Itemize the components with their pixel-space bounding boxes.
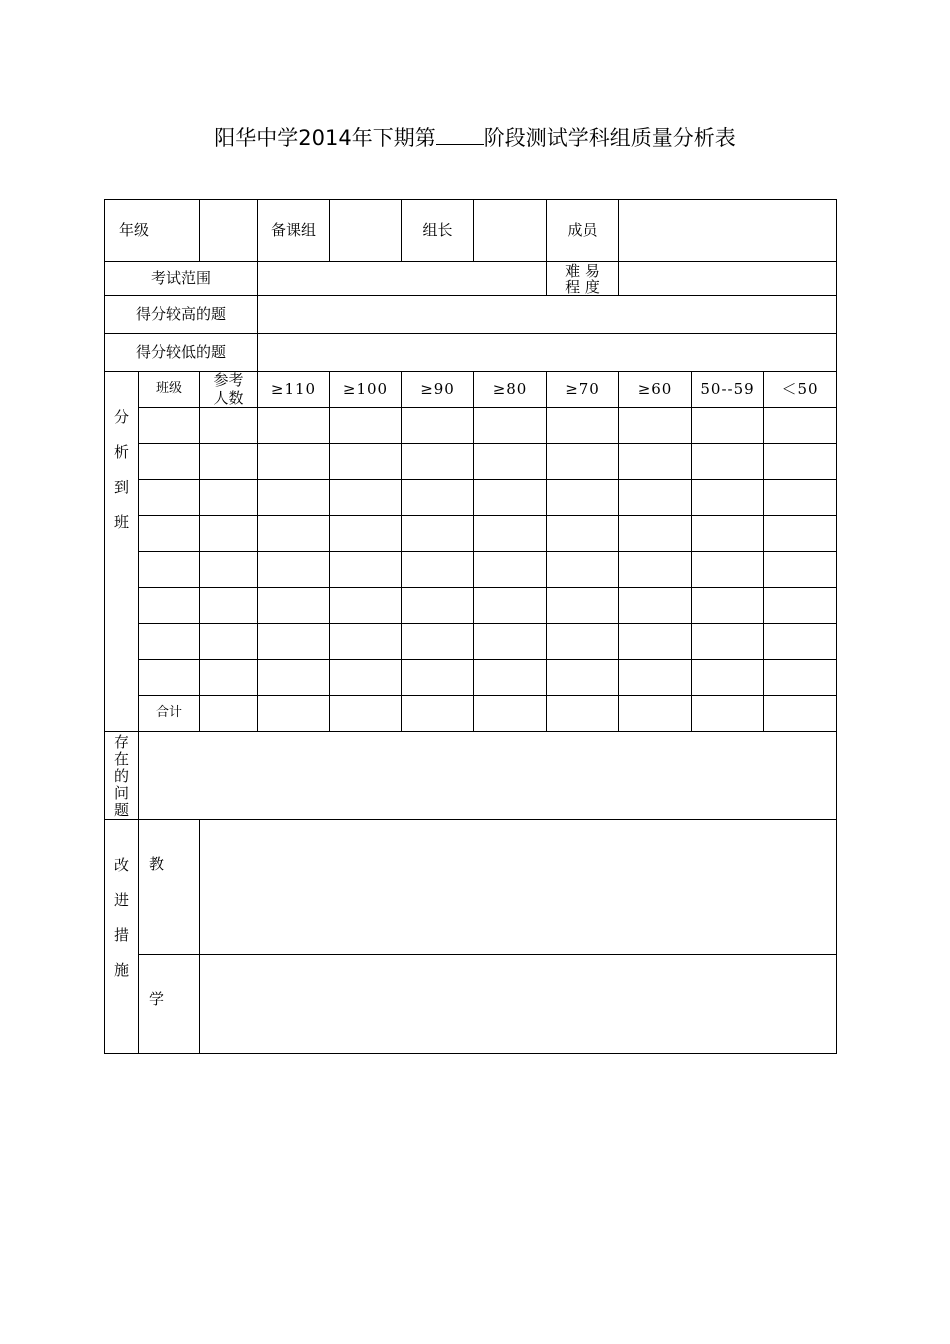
count-cell[interactable]	[474, 660, 547, 696]
learn-label: 学	[149, 990, 165, 1009]
difficulty-label-line1: 难 易	[565, 261, 600, 280]
high-score-row	[105, 296, 837, 334]
high-score-field[interactable]	[258, 296, 837, 334]
total-label: 合计	[139, 696, 200, 732]
count-cell[interactable]	[764, 480, 837, 516]
count-cell[interactable]	[547, 408, 619, 444]
count-cell[interactable]	[474, 444, 547, 480]
count-cell[interactable]	[474, 624, 547, 660]
count-cell[interactable]	[402, 444, 474, 480]
participants-line1: 参考	[213, 371, 244, 390]
count-cell[interactable]	[330, 624, 402, 660]
title-blank[interactable]	[436, 130, 484, 145]
count-cell[interactable]	[547, 480, 619, 516]
range-header-70: ≥70	[547, 372, 619, 408]
title-suffix: 阶段测试学科组质量分析表	[483, 126, 736, 150]
analysis-form-table	[104, 199, 837, 1054]
count-cell[interactable]	[619, 408, 692, 444]
grade-label: 年级	[105, 200, 200, 262]
low-score-row	[105, 334, 837, 372]
problems-row	[105, 732, 837, 820]
count-cell[interactable]	[474, 408, 547, 444]
total-row	[105, 696, 837, 732]
count-cell[interactable]	[764, 408, 837, 444]
count-cell[interactable]	[474, 552, 547, 588]
class-cell[interactable]	[139, 408, 200, 444]
count-cell[interactable]	[764, 516, 837, 552]
class-cell[interactable]	[139, 480, 200, 516]
count-cell[interactable]	[692, 660, 764, 696]
total-count-cell[interactable]	[258, 696, 330, 732]
count-cell[interactable]	[330, 480, 402, 516]
class-cell[interactable]	[139, 552, 200, 588]
grade-field[interactable]	[200, 200, 258, 262]
exam-scope-label: 考试范围	[105, 262, 258, 296]
class-row	[105, 480, 837, 516]
total-count-cell[interactable]	[402, 696, 474, 732]
class-row	[105, 660, 837, 696]
range-header-60: ≥60	[619, 372, 692, 408]
range-header-80: ≥80	[474, 372, 547, 408]
improvement-side-label	[105, 820, 139, 1054]
count-cell[interactable]	[619, 444, 692, 480]
class-row	[105, 624, 837, 660]
problems-field[interactable]	[139, 732, 837, 820]
high-score-label: 得分较高的题	[105, 296, 258, 334]
count-cell[interactable]	[402, 660, 474, 696]
count-cell[interactable]	[764, 444, 837, 480]
total-count-cell[interactable]	[474, 696, 547, 732]
title-prefix: 阳华中学2014年下期第	[214, 126, 436, 150]
count-cell[interactable]	[619, 588, 692, 624]
count-cell[interactable]	[330, 588, 402, 624]
exam-scope-field[interactable]	[258, 262, 547, 296]
count-cell[interactable]	[547, 588, 619, 624]
group-field[interactable]	[330, 200, 402, 262]
total-participants-cell[interactable]	[200, 696, 258, 732]
participants-cell[interactable]	[200, 480, 258, 516]
group-label: 备课组	[258, 200, 330, 262]
exam-scope-row	[105, 262, 837, 296]
count-cell[interactable]	[619, 480, 692, 516]
total-count-cell[interactable]	[330, 696, 402, 732]
range-header-100: ≥100	[330, 372, 402, 408]
count-cell[interactable]	[258, 588, 330, 624]
class-cell[interactable]	[139, 516, 200, 552]
learn-measures-field[interactable]	[200, 955, 837, 1054]
problems-label-text: 存在的问题	[113, 733, 129, 819]
members-label: 成员	[547, 200, 619, 262]
class-row	[105, 444, 837, 480]
class-cell[interactable]	[139, 444, 200, 480]
class-row	[105, 516, 837, 552]
count-cell[interactable]	[258, 444, 330, 480]
count-cell[interactable]	[258, 660, 330, 696]
participants-column-header	[200, 372, 258, 408]
total-count-cell[interactable]	[547, 696, 619, 732]
range-header-110: ≥110	[258, 372, 330, 408]
count-cell[interactable]	[330, 516, 402, 552]
total-count-cell[interactable]	[764, 696, 837, 732]
participants-cell[interactable]	[200, 588, 258, 624]
leader-field[interactable]	[474, 200, 547, 262]
improvement-learn-row	[105, 955, 837, 1054]
participants-cell[interactable]	[200, 624, 258, 660]
class-column-header: 班级	[139, 372, 200, 408]
count-cell[interactable]	[402, 624, 474, 660]
participants-cell[interactable]	[200, 444, 258, 480]
analysis-header-row	[105, 372, 837, 408]
count-cell[interactable]	[692, 516, 764, 552]
count-cell[interactable]	[692, 552, 764, 588]
total-count-cell[interactable]	[692, 696, 764, 732]
count-cell[interactable]	[402, 588, 474, 624]
class-cell[interactable]	[139, 624, 200, 660]
teach-measures-field[interactable]	[200, 820, 837, 955]
count-cell[interactable]	[764, 552, 837, 588]
difficulty-field[interactable]	[619, 262, 837, 296]
improvement-side-text: 改进措施	[113, 856, 129, 980]
count-cell[interactable]	[692, 624, 764, 660]
low-score-field[interactable]	[258, 334, 837, 372]
class-row	[105, 408, 837, 444]
page-title	[0, 122, 950, 152]
participants-cell[interactable]	[200, 516, 258, 552]
participants-cell[interactable]	[200, 552, 258, 588]
header-row	[105, 200, 837, 262]
class-row	[105, 588, 837, 624]
problems-label	[105, 732, 139, 820]
teach-label-cell	[139, 820, 200, 955]
count-cell[interactable]	[330, 660, 402, 696]
total-count-cell[interactable]	[619, 696, 692, 732]
count-cell[interactable]	[474, 516, 547, 552]
count-cell[interactable]	[330, 444, 402, 480]
count-cell[interactable]	[764, 588, 837, 624]
count-cell[interactable]	[619, 660, 692, 696]
count-cell[interactable]	[692, 408, 764, 444]
participants-cell[interactable]	[200, 408, 258, 444]
count-cell[interactable]	[402, 516, 474, 552]
count-cell[interactable]	[547, 624, 619, 660]
count-cell[interactable]	[258, 408, 330, 444]
count-cell[interactable]	[692, 480, 764, 516]
class-cell[interactable]	[139, 660, 200, 696]
count-cell[interactable]	[764, 624, 837, 660]
count-cell[interactable]	[547, 552, 619, 588]
count-cell[interactable]	[764, 660, 837, 696]
members-field[interactable]	[619, 200, 837, 262]
count-cell[interactable]	[692, 444, 764, 480]
leader-label: 组长	[402, 200, 474, 262]
count-cell[interactable]	[619, 624, 692, 660]
count-cell[interactable]	[474, 588, 547, 624]
difficulty-label-line2: 程 度	[565, 277, 600, 296]
count-cell[interactable]	[258, 516, 330, 552]
count-cell[interactable]	[619, 552, 692, 588]
improvement-teach-row	[105, 820, 837, 955]
count-cell[interactable]	[258, 552, 330, 588]
count-cell[interactable]	[692, 588, 764, 624]
class-cell[interactable]	[139, 588, 200, 624]
participants-cell[interactable]	[200, 660, 258, 696]
count-cell[interactable]	[258, 624, 330, 660]
low-score-label: 得分较低的题	[105, 334, 258, 372]
count-cell[interactable]	[547, 516, 619, 552]
count-cell[interactable]	[258, 480, 330, 516]
participants-line2: 人数	[213, 388, 244, 407]
learn-label-cell	[139, 955, 200, 1054]
count-cell[interactable]	[547, 444, 619, 480]
difficulty-label	[547, 262, 619, 296]
count-cell[interactable]	[402, 480, 474, 516]
teach-label: 教	[149, 855, 165, 874]
class-row	[105, 552, 837, 588]
range-header-below-50: ＜50	[764, 372, 837, 408]
count-cell[interactable]	[402, 408, 474, 444]
analysis-side-text: 分析到班	[113, 408, 129, 531]
count-cell[interactable]	[330, 408, 402, 444]
analysis-side-label	[105, 372, 139, 732]
count-cell[interactable]	[330, 552, 402, 588]
count-cell[interactable]	[547, 660, 619, 696]
count-cell[interactable]	[474, 480, 547, 516]
count-cell[interactable]	[402, 552, 474, 588]
count-cell[interactable]	[619, 516, 692, 552]
range-header-50-59: 50--59	[692, 372, 764, 408]
range-header-90: ≥90	[402, 372, 474, 408]
